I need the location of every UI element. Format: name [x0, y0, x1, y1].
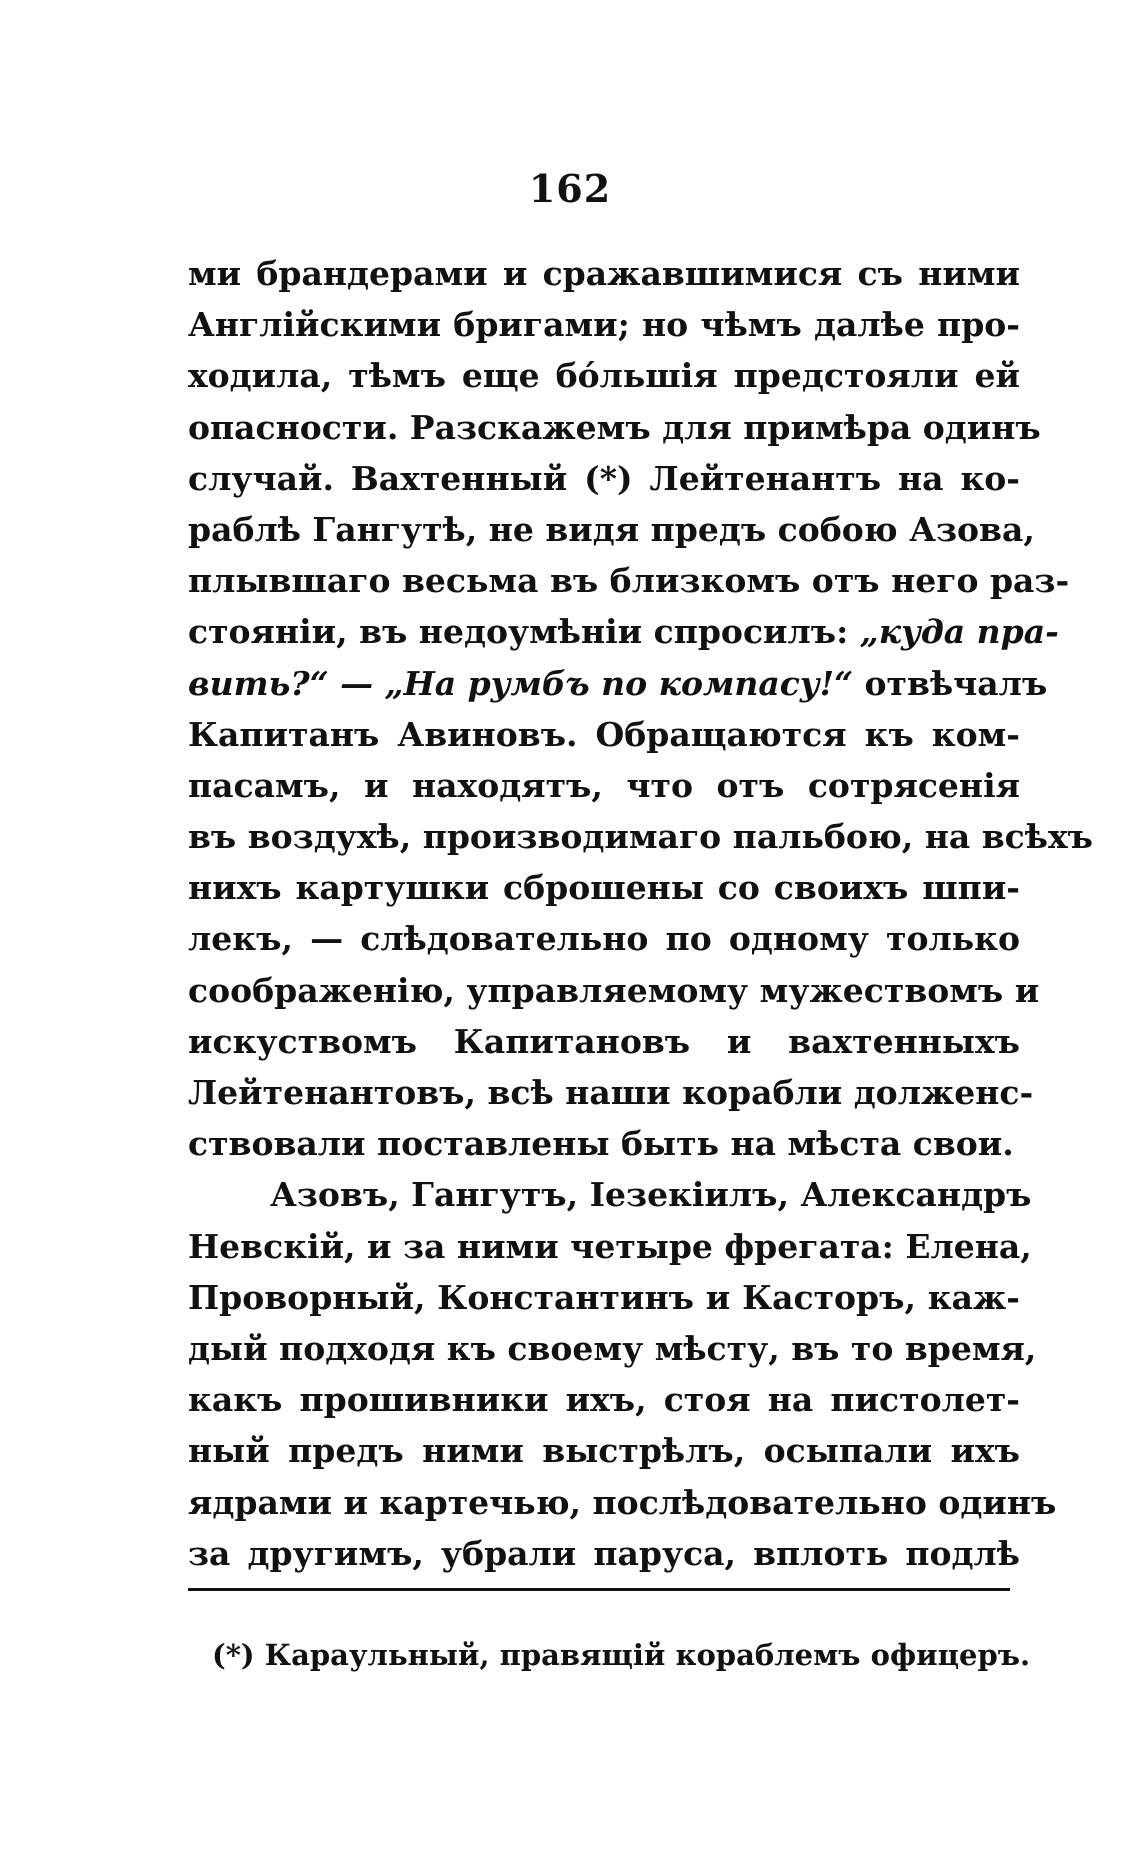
- text-line: ядрами и картечью, послѣдовательно одинъ: [188, 1482, 1057, 1522]
- text-line: искуствомъ Капитановъ и вахтенныхъ: [188, 1021, 1020, 1061]
- text-line: плывшаго весьма въ близкомъ отъ него раз-: [188, 561, 1070, 601]
- page-number: 162: [528, 166, 612, 211]
- text-line: лекъ, — слѣдовательно по одному только: [188, 919, 1020, 959]
- text-line: въ воздухѣ, производимаго пальбою, на всѣхъ: [188, 817, 1093, 857]
- text-line: нихъ картушки сброшены со своихъ шпи-: [188, 868, 1020, 908]
- text-line: опасности. Разскажемъ для примѣра одинъ: [188, 407, 1041, 447]
- text-line: стояніи, въ недоумѣніи спросилъ: „куда пра-: [188, 612, 1059, 652]
- text-line: ми брандерами и сражавшимися съ ними: [188, 254, 1020, 293]
- text-line: раблѣ Гангутѣ, не видя предъ собою Азова,: [188, 509, 1035, 549]
- body-text: [188, 248, 1093, 1579]
- text-line: ходила, тѣмъ еще бо́льшія предстояли ей: [188, 356, 1020, 396]
- text-line: ный предъ ними выстрѣлъ, осыпали ихъ: [188, 1431, 1020, 1471]
- text-line: Проворный, Константинъ и Касторъ, каж-: [188, 1277, 1020, 1317]
- text-line: Лейтенантовъ, всѣ наши корабли долженс-: [188, 1073, 1034, 1112]
- text-line: вить?“ — „На румбъ по компасу!“ отвѣчалъ: [188, 663, 1048, 703]
- text-line: соображенію, управляемому мужествомъ и: [188, 970, 1040, 1010]
- text-line: Невскій, и за ними четыре фрегата: Елена,: [188, 1226, 1032, 1266]
- text-line: Англійскими бригами; но чѣмъ далѣе про-: [188, 305, 1020, 345]
- text-line: ствовали поставлены быть на мѣста свои.: [188, 1124, 1014, 1164]
- footnote: (*) Караульный, правящій кораблемъ офицеръ.: [212, 1638, 1031, 1672]
- text-line: дый подходя къ своему мѣсту, въ то время,: [188, 1328, 1037, 1368]
- text-line: за другимъ, убрали паруса, вплоть подлѣ: [188, 1533, 1020, 1573]
- text-line: случай. Вахтенный (*) Лейтенантъ на ко-: [188, 458, 1020, 498]
- text-line: Капитанъ Авиновъ. Обращаются къ ком-: [188, 714, 1020, 754]
- paragraph-start-line: Азовъ, Гангутъ, Іезекіилъ, Александръ: [270, 1175, 1032, 1215]
- text-line: пасамъ, и находятъ, что отъ сотрясенія: [188, 765, 1020, 805]
- text-line: какъ прошивники ихъ, стоя на пистолет-: [188, 1380, 1020, 1420]
- footnote-divider: [188, 1588, 1010, 1591]
